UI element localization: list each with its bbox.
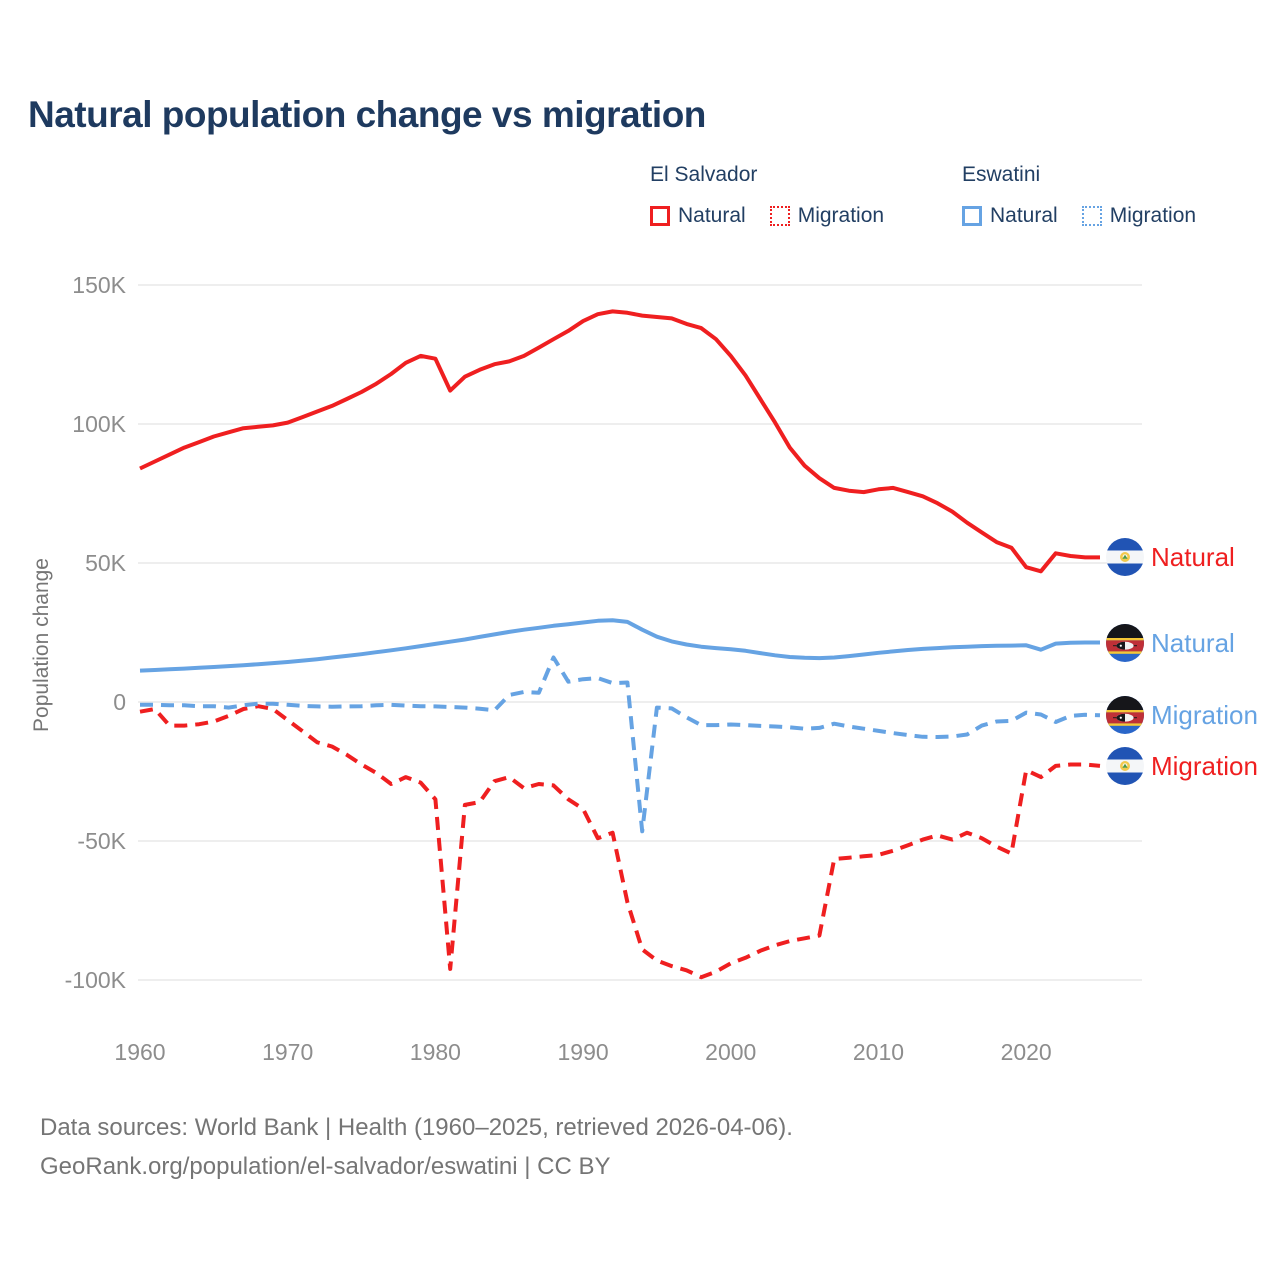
legend-item-label: Natural <box>990 204 1058 227</box>
series-end-label-el-salvador-natural <box>1106 538 1235 576</box>
x-tick-label: 1960 <box>114 1039 166 1065</box>
x-tick-label: 1980 <box>409 1039 461 1065</box>
y-tick-label: 0 <box>113 689 126 715</box>
gridlines <box>138 285 1142 980</box>
series-end-label-text: Migration <box>1151 699 1258 730</box>
eswatini-flag-icon <box>1106 624 1144 662</box>
y-axis-tick-labels <box>65 272 127 993</box>
x-tick-label: 2020 <box>1000 1039 1052 1065</box>
el-salvador-flag-icon <box>1106 747 1144 785</box>
attribution-footer <box>40 1108 793 1186</box>
page-title: Natural population change vs migration <box>28 94 706 135</box>
y-tick-label: -50K <box>77 828 126 854</box>
series-line-eswatini-migration <box>140 658 1100 832</box>
y-axis-title: Population change <box>30 558 53 732</box>
x-tick-label: 1970 <box>262 1039 314 1065</box>
legend-group-title-eswatini: Eswatini <box>962 163 1041 186</box>
y-tick-label: 50K <box>85 550 126 576</box>
series-end-label-eswatini-migration <box>1106 696 1258 734</box>
y-tick-label: -100K <box>64 967 126 993</box>
legend-item-label: Natural <box>678 204 746 227</box>
data-sources-line: Data sources: World Bank | Health (1960–2025, retrieved 2026-04-06). <box>40 1114 793 1141</box>
el-salvador-flag-icon <box>1106 538 1144 576</box>
x-tick-label: 2000 <box>705 1039 757 1065</box>
legend-item-label: Migration <box>797 204 885 227</box>
legend-group-title-el-salvador: El Salvador <box>650 163 758 186</box>
series-line-el-salvador-natural <box>140 311 1100 571</box>
series-line-eswatini-natural <box>140 620 1100 670</box>
series-end-label-el-salvador-migration <box>1106 747 1258 785</box>
y-tick-label: 100K <box>72 411 126 437</box>
series-end-label-text: Migration <box>1151 750 1258 781</box>
source-url-line: GeoRank.org/population/el-salvador/eswatini | CC BY <box>40 1153 611 1180</box>
series-end-label-text: Natural <box>1151 627 1235 658</box>
x-axis-tick-labels <box>114 1039 1051 1065</box>
x-tick-label: 2010 <box>852 1039 905 1065</box>
legend-item-label: Migration <box>1109 204 1197 227</box>
x-tick-label: 1990 <box>557 1039 609 1065</box>
series-end-label-eswatini-natural <box>1106 624 1235 662</box>
eswatini-flag-icon <box>1106 696 1144 734</box>
data-series-lines <box>140 311 1100 977</box>
y-tick-label: 150K <box>72 272 126 298</box>
series-end-label-text: Natural <box>1151 541 1235 572</box>
